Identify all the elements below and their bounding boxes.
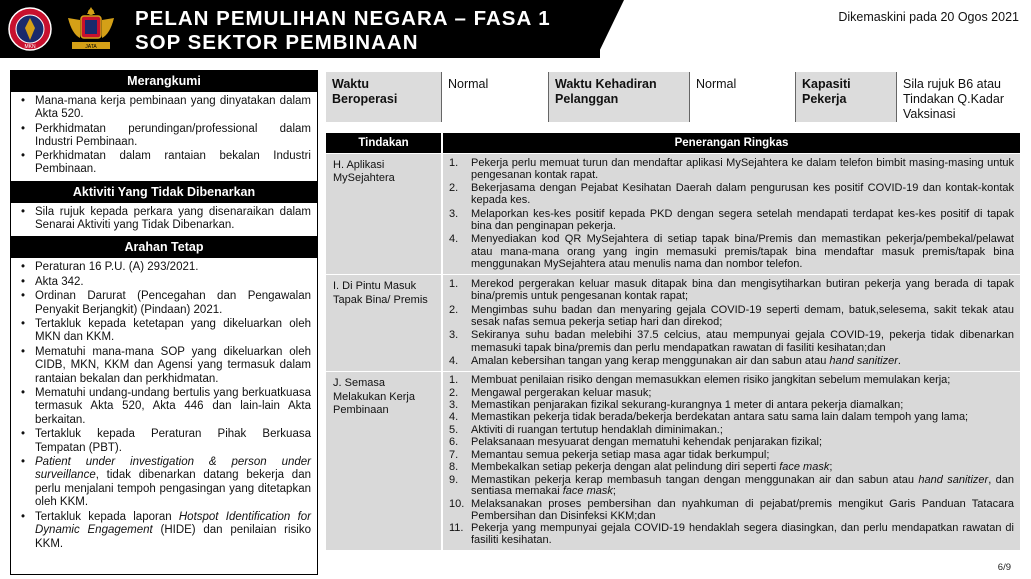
- list-item-text: Memantau semua pekerja setiap masa agar tidak berkumpul;: [471, 448, 770, 461]
- list-item: • Perkhidmatan dalam rantaian bekalan Industri Pembinaan.: [19, 150, 311, 177]
- page-title: PELAN PEMULIHAN NEGARA – FASA 1: [135, 7, 551, 30]
- list-item: • Tertakluk kepada Peraturan Pihak Berkuasa Tempatan (PBT).: [19, 428, 311, 455]
- waktu-value: Normal: [441, 72, 548, 122]
- italic-text: face mask: [779, 461, 830, 474]
- merangkumi-list: [11, 92, 317, 181]
- description-cell: [442, 153, 1020, 275]
- list-item: 2. Mengimbas suhu badan dan menyaring gejala COVID-19 seperti demam, batuk,selesema, sakit tekak atau sesak nafas semua pekerja setiap hari dan direkod;: [449, 303, 1014, 329]
- table-row: [326, 275, 1020, 372]
- list-item: • Peraturan 16 P.U. (A) 293/2021.: [19, 261, 311, 274]
- kapasiti-value: Sila rujuk B6 atau Tindakan Q.Kadar Vaksinasi: [896, 72, 1018, 122]
- mkn-logo: [6, 6, 54, 52]
- list-item-text: Amalan kebersihan tangan yang kerap menggunakan air dan sabun atau: [471, 354, 830, 367]
- info-row: [326, 72, 1018, 122]
- left-panel: [10, 70, 318, 575]
- list-item: • Ordinan Darurat (Pencegahan dan Pengawalan Penyakit Berjangkit) (Pindaan) 2021.: [19, 290, 311, 317]
- list-item-text: Melaksanakan proses pembersihan dan nyahkuman di pejabat/premis mengikut Garis Panduan Tatacara Pembersihan dan Disinfeksi KKM;dan: [471, 497, 1014, 522]
- list-item: 8. Membekalkan setiap pekerja dengan alat pelindung diri seperti face mask;: [449, 461, 833, 474]
- aktiviti-title: Aktiviti Yang Tidak Dibenarkan: [11, 182, 317, 203]
- list-item: 1. Pekerja perlu memuat turun dan mendaftar aplikasi MySejahtera ke dalam telefon bimbit masing-masing untuk pengesanan kontak rapat.: [449, 156, 1014, 181]
- list-item-text: , tidak dibenarkan datang bekerja dan perlu menjalani tempoh pengasingan yang ditetapkan oleh KKM.: [35, 469, 311, 509]
- description-cell: [442, 372, 1020, 551]
- coat-of-arms-logo: [62, 4, 120, 54]
- list-item-text: Memastikan penjarakan fizikal sekurang-kurangnya 1 meter di antara pekerja diamalkan;: [471, 399, 904, 412]
- description-list: [447, 157, 1014, 271]
- waktu-label: Waktu Beroperasi: [326, 72, 441, 122]
- italic-text: face mask: [562, 485, 613, 498]
- list-item-text: Sekiranya suhu badan melebihi 37.5 celcius, atau mempunyai gejala COVID-19, pekerja tidak dibenarkan memasuki tapak bina/premis dan perlu mendapatkan rawatan di fasiliti kesihatan;dan: [471, 329, 1014, 354]
- list-item: 4. Menyediakan kod QR MySejahtera di setiap tapak bina/Premis dan memastikan pekerja/pembekal/pelawat atau mana-mana orang yang ingin memasuki premis/tapak bina mendaftar masuk premis/tapak bina menggunakan MySejahtera atau menulis nama dan nombor telefon.: [449, 233, 1014, 270]
- table-row: [326, 372, 1020, 551]
- list-item-text: Membuat penilaian risiko dengan memasukkan elemen risiko jangkitan sebelum memulakan kerja;: [471, 374, 951, 387]
- table-row: [326, 153, 1020, 275]
- list-item-text: Pelaksanaan mesyuarat dengan mematuhi kehendak penjarakan fizikal;: [471, 436, 822, 449]
- arahan-title: Arahan Tetap: [11, 237, 317, 258]
- list-item-text: Menyediakan kod QR MySejahtera di setiap tapak bina/Premis dan memastikan pekerja/pembekal/pelawat atau mana-mana orang yang ingin memasuki premis/tapak bina mendaftar masuk premis/tapak bina menggunakan MySejahtera atau menulis nama dan nombor telefon.: [471, 233, 1014, 270]
- list-item: 3. Sekiranya suhu badan melebihi 37.5 celcius, atau mempunyai gejala COVID-19, pekerja tidak dibenarkan memasuki tapak bina/premis dan perlu mendapatkan rawatan di fasiliti kesihatan;dan: [449, 329, 1014, 354]
- action-cell: J. Semasa Melakukan Kerja Pembinaan: [326, 372, 442, 551]
- list-item: 2. Mengawal pergerakan keluar masuk;: [449, 386, 652, 399]
- list-item: • Mematuhi undang-undang bertulis yang berkuatkuasa termasuk Akta 520, Akta 446 dan lain-lain Akta berkaitan.: [19, 387, 311, 427]
- list-item-text: , dan sentiasa memakai: [471, 473, 1014, 498]
- col-header-tindakan: Tindakan: [326, 133, 442, 153]
- updated-date: Dikemaskini pada 20 Ogos 2021: [838, 10, 1019, 24]
- list-item-text: .: [897, 354, 901, 367]
- italic-text: Hotspot Identification for Dynamic Engagement: [35, 510, 311, 537]
- list-item: 6. Pelaksanaan mesyuarat dengan mematuhi kehendak penjarakan fizikal;: [449, 436, 822, 449]
- header-bar-slant: [596, 0, 624, 58]
- list-item-text: Bekerjasama dengan Pejabat Kesihatan Daerah dalam pengurusan kes positif COVID-19 dan kontak-kontak kepada kes.: [471, 182, 1014, 207]
- list-item-text: Pekerja yang mempunyai gejala COVID-19 hendaklah segera diasingkan, dan perlu mendapatkan rawatan di fasiliti kesihatan.: [471, 522, 1014, 547]
- merangkumi-title: Merangkumi: [11, 71, 317, 92]
- list-item-text: (HIDE) dan penilaian risiko KKM.: [35, 524, 311, 550]
- list-item: 1. Membuat penilaian risiko dengan memasukkan elemen risiko jangkitan sebelum memulakan kerja;: [449, 374, 951, 387]
- italic-text: hand sanitizer: [918, 473, 989, 486]
- list-item: 7. Memantau semua pekerja setiap masa agar tidak berkumpul;: [449, 448, 770, 461]
- kehadiran-value: Normal: [689, 72, 795, 122]
- mkn-logo-text: MKN: [24, 44, 36, 50]
- list-item-text: Aktiviti di ruangan tertutup hendaklah diminimakan.;: [471, 423, 723, 436]
- list-item: 1. Merekod pergerakan keluar masuk ditapak bina dan mengisytiharkan butiran pekerja yang berada di tapak bina/premis untuk pengesanan kontak rapat;: [449, 278, 1014, 303]
- list-item-text: Tertakluk kepada laporan: [35, 510, 179, 523]
- italic-text: Patient under investigation & person under surveillance: [35, 456, 311, 482]
- description-cell: [442, 275, 1020, 372]
- list-item-text: ;: [612, 485, 616, 498]
- list-item-text: Merekod pergerakan keluar masuk ditapak bina dan mengisytiharkan butiran pekerja yang berada di tapak bina/premis untuk pengesanan kontak rapat;: [471, 278, 1014, 303]
- action-cell: H. Aplikasi MySejahtera: [326, 153, 442, 275]
- list-item: 4. Memastikan pekerja tidak berada/bekerja berdekatan antara satu sama lain dalam tempoh yang lama;: [449, 411, 969, 424]
- page-number: 6/9: [997, 562, 1011, 573]
- list-item: • Mana-mana kerja pembinaan yang dinyatakan dalam Akta 520.: [19, 95, 311, 122]
- list-item: 10. Melaksanakan proses pembersihan dan nyahkuman di pejabat/premis mengikut Garis Panduan Tatacara Pembersihan dan Disinfeksi KKM;dan: [449, 497, 1014, 522]
- list-item-text: Pekerja perlu memuat turun dan mendaftar aplikasi MySejahtera ke dalam telefon bimbit masing-masing untuk pengesanan kontak rapat.: [471, 156, 1014, 181]
- list-item-text: Mengimbas suhu badan dan menyaring gejala COVID-19 seperti demam, batuk,selesema, sakit tekak atau sesak nafas semua pekerja setiap hari dan direkod;: [471, 303, 1014, 329]
- list-item: • Tertakluk kepada ketetapan yang dikeluarkan oleh MKN dan KKM.: [19, 318, 311, 345]
- list-item-text: Memastikan pekerja kerap membasuh tangan dengan menggunakan air dan sabun atau: [471, 473, 919, 486]
- list-item-text: Mengawal pergerakan keluar masuk;: [471, 386, 652, 399]
- list-item-text: Melaporkan kes-kes positif kepada PKD dengan segera setelah mendapati terdapat kes-kes positif di tapak bina dan penginapan pekerja.: [471, 207, 1014, 232]
- description-list: [447, 375, 1014, 547]
- list-item: [19, 456, 311, 510]
- kehadiran-label: Waktu Kehadiran Pelanggan: [548, 72, 689, 122]
- list-item: 2. Bekerjasama dengan Pejabat Kesihatan Daerah dalam pengurusan kes positif COVID-19 dan kontak-kontak kepada kes.: [449, 182, 1014, 207]
- list-item-text: Membekalkan setiap pekerja dengan alat pelindung diri seperti: [471, 461, 780, 474]
- sop-table: [326, 133, 1020, 550]
- list-item: [19, 511, 311, 551]
- list-item: 3. Melaporkan kes-kes positif kepada PKD dengan segera setelah mendapati terdapat kes-kes positif di tapak bina dan penginapan pekerja.: [449, 207, 1014, 232]
- list-item: • Perkhidmatan perundingan/professional dalam Industri Pembinaan.: [19, 123, 311, 150]
- list-item: • Sila rujuk kepada perkara yang disenaraikan dalam Senarai Aktiviti yang Tidak Dibenarkan.: [19, 206, 311, 233]
- list-item: • Akta 342.: [19, 276, 311, 289]
- kapasiti-label: Kapasiti Pekerja: [795, 72, 896, 122]
- list-item: 3. Memastikan penjarakan fizikal sekurang-kurangnya 1 meter di antara pekerja diamalkan;: [449, 399, 904, 412]
- arahan-list: [11, 258, 317, 555]
- action-cell: I. Di Pintu Masuk Tapak Bina/ Premis: [326, 275, 442, 372]
- list-item: 4. Amalan kebersihan tangan yang kerap menggunakan air dan sabun atau hand sanitizer.: [449, 354, 901, 367]
- list-item: 11. Pekerja yang mempunyai gejala COVID-19 hendaklah segera diasingkan, dan perlu mendapatkan rawatan di fasiliti kesihatan.: [449, 522, 1014, 547]
- italic-text: hand sanitizer: [829, 354, 898, 367]
- description-list: [447, 278, 1014, 367]
- list-item: 9. Memastikan pekerja kerap membasuh tangan dengan menggunakan air dan sabun atau hand sanitizer, dan sentiasa memakai face mask;: [449, 473, 1014, 498]
- list-item: 5. Aktiviti di ruangan tertutup hendaklah diminimakan.;: [449, 423, 723, 436]
- list-item: • Mematuhi mana-mana SOP yang dikeluarkan oleh CIDB, MKN, KKM dan Agensi yang termasuk dalam rantaian bekalan dan perkhidmatan.: [19, 346, 311, 386]
- list-item-text: ;: [829, 461, 833, 474]
- page-subtitle: SOP SEKTOR PEMBINAAN: [135, 31, 419, 54]
- coat-of-arms-text: JATA: [85, 44, 97, 50]
- list-item-text: Memastikan pekerja tidak berada/bekerja berdekatan antara satu sama lain dalam tempoh yang lama;: [471, 411, 969, 424]
- aktiviti-list: [11, 203, 317, 237]
- col-header-penerangan: Penerangan Ringkas: [442, 133, 1020, 153]
